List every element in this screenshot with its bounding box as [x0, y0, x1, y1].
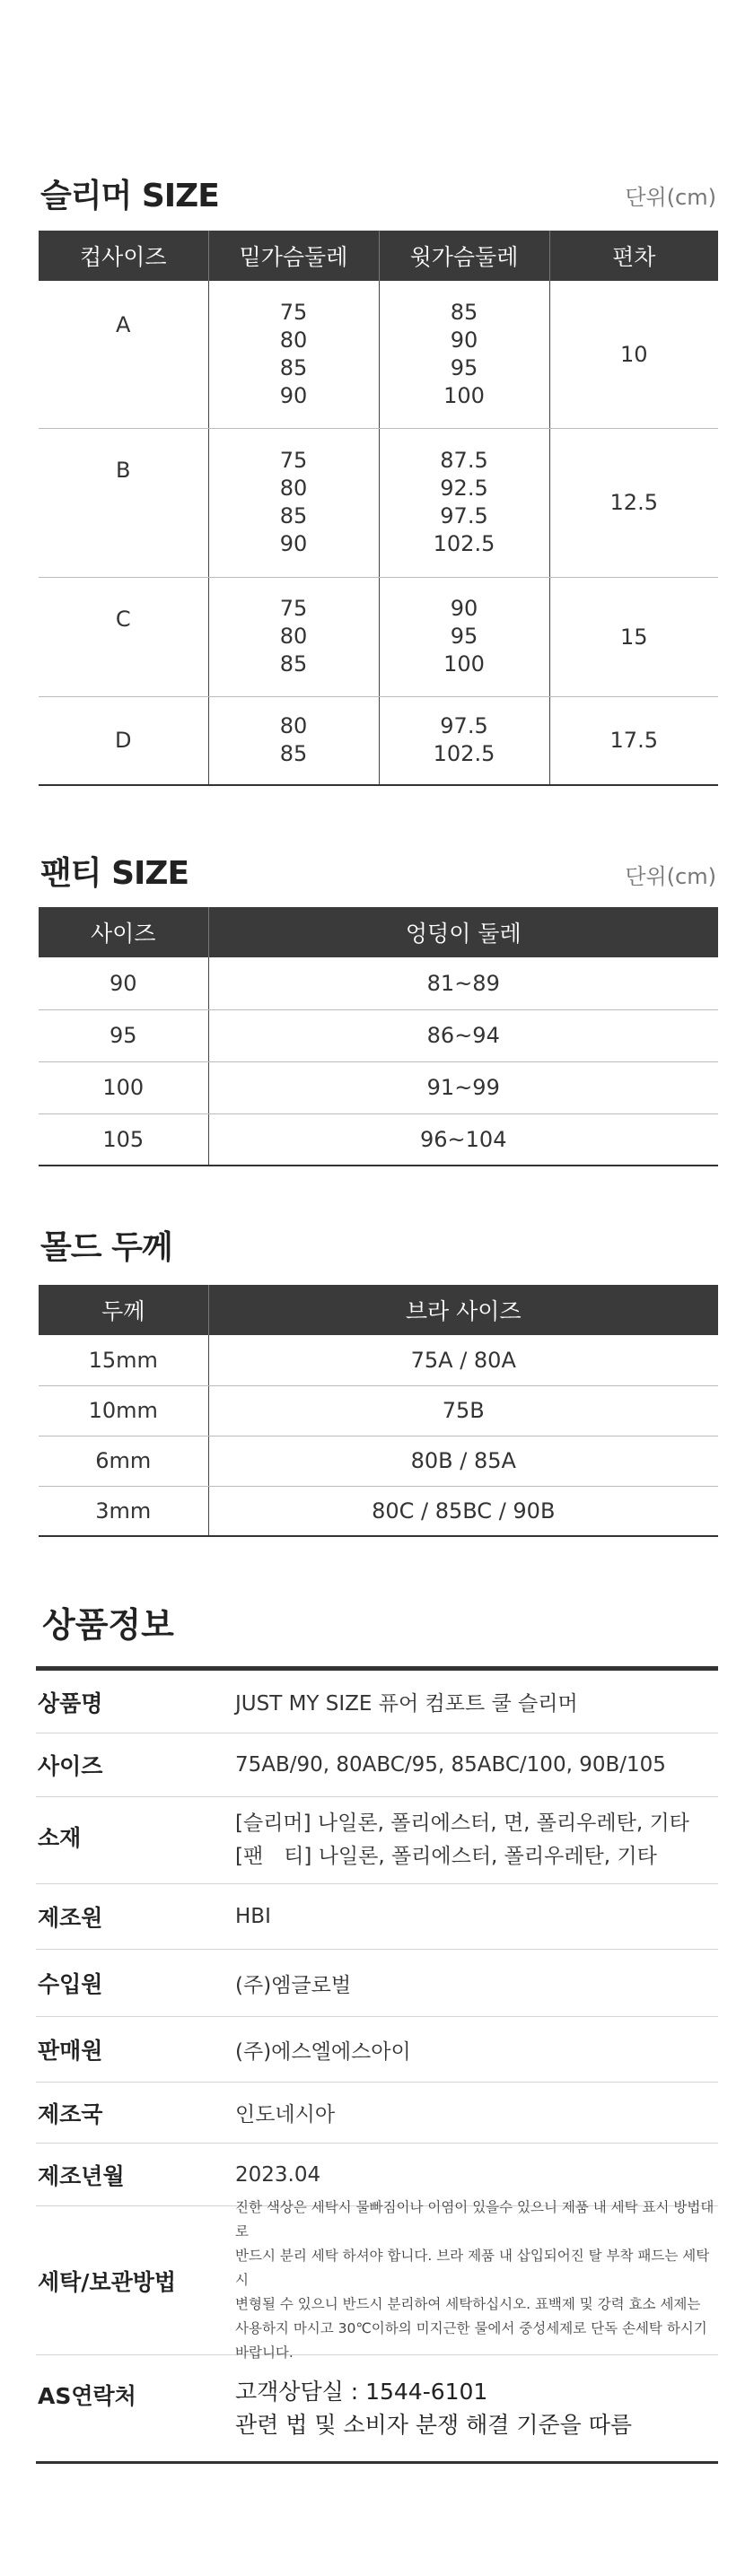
bra-size-cell: 75A / 80A [208, 1335, 718, 1385]
cup-size-value: A [116, 312, 131, 337]
over-bust-value: 97.5 [440, 713, 488, 739]
over-bust-value: 100 [443, 382, 485, 408]
info-row-care [36, 2199, 718, 2361]
column-header-under-bust: 밑가슴둘레 [208, 231, 379, 281]
under-bust-value: 80 [279, 713, 308, 739]
over-bust-value: 95 [450, 354, 478, 380]
info-key: 사이즈 [38, 1753, 103, 1779]
info-value-line: 반드시 분리 세탁 하셔야 합니다. 브라 제품 내 삽입되어진 탈 부착 패드는 세탁시 [235, 2248, 710, 2288]
panty-size-cell: 105 [39, 1113, 208, 1166]
info-row-importer [36, 1950, 718, 2017]
panty-size-cell: 100 [39, 1061, 208, 1113]
info-value-line: 진한 색상은 세탁시 물빠짐이나 이염이 있을수 있으니 제품 내 세탁 표시 방법대로 [235, 2199, 715, 2240]
info-row-country [36, 2083, 718, 2144]
column-header-hip: 엉덩이 둘레 [208, 907, 718, 957]
table-row [39, 1061, 718, 1113]
table-row [39, 428, 718, 577]
under-bust-value: 80 [279, 327, 308, 353]
info-value [235, 1884, 718, 1949]
info-value [235, 2083, 718, 2143]
info-value [235, 1797, 718, 1883]
info-value-line: 바랍니다. [235, 2345, 294, 2361]
info-value [235, 1671, 718, 1733]
info-row-seller [36, 2017, 718, 2083]
over-bust-value: 102.5 [433, 531, 495, 556]
info-key: 상품명 [38, 1690, 103, 1716]
slimmer-unit-label: 단위(cm) [625, 185, 716, 210]
hip-cell: 86~94 [208, 1009, 718, 1061]
over-bust-value: 85 [450, 299, 478, 325]
bra-size-cell: 80C / 85BC / 90B [208, 1486, 718, 1536]
table-row [39, 696, 718, 785]
info-row-as-contact [36, 2355, 718, 2461]
info-value-line: 인도네시아 [235, 2103, 336, 2126]
under-bust-cell [208, 577, 379, 696]
info-key: 제조년월 [38, 2162, 125, 2189]
over-bust-value: 100 [443, 651, 485, 677]
column-header-cup: 컵사이즈 [39, 231, 208, 281]
table-row [39, 1436, 718, 1486]
info-value-line: HBI [235, 1905, 271, 1928]
panty-size-title: 팬티 SIZE [40, 855, 189, 892]
column-header-difference: 편차 [549, 231, 718, 281]
panty-size-cell: 90 [39, 957, 208, 1009]
info-key: 세탁/보관방법 [38, 2268, 177, 2295]
under-bust-value: 85 [279, 503, 308, 528]
info-value-line: 75AB/90, 80ABC/95, 85ABC/100, 90B/105 [235, 1753, 666, 1777]
info-key: 제조원 [38, 1905, 103, 1931]
table-row [39, 1113, 718, 1166]
info-value [235, 2017, 718, 2082]
under-bust-value: 85 [279, 354, 308, 380]
mold-thickness-title: 몰드 두께 [40, 1229, 172, 1266]
cup-size-value: B [116, 457, 131, 483]
under-bust-cell [208, 696, 379, 785]
column-header-thickness: 두께 [39, 1285, 208, 1335]
under-bust-cell [208, 428, 379, 577]
table-row [39, 281, 718, 428]
slimmer-size-table [39, 231, 718, 786]
info-key: 제조국 [38, 2100, 103, 2127]
under-bust-value: 85 [279, 741, 308, 767]
over-bust-value: 95 [450, 624, 478, 649]
mold-thickness-table [39, 1285, 718, 1537]
info-key: AS연락처 [38, 2383, 136, 2409]
difference-cell: 15 [549, 577, 718, 696]
under-bust-value: 90 [279, 531, 308, 556]
slimmer-size-title: 슬리머 SIZE [40, 178, 219, 214]
thickness-cell: 10mm [39, 1385, 208, 1436]
info-value [235, 1733, 718, 1796]
over-bust-value: 102.5 [433, 741, 495, 767]
difference-cell: 12.5 [549, 428, 718, 577]
bra-size-cell: 75B [208, 1385, 718, 1436]
over-bust-value: 92.5 [440, 476, 488, 501]
under-bust-cell [208, 281, 379, 428]
table-header-row [39, 1285, 718, 1335]
cup-size-cell [39, 428, 208, 577]
hip-cell: 81~89 [208, 957, 718, 1009]
info-value-line: JUST MY SIZE 퓨어 컴포트 쿨 슬리머 [235, 1692, 578, 1716]
over-bust-cell [379, 696, 549, 785]
under-bust-value: 75 [279, 596, 308, 621]
info-value-line: [슬리머] 나일론, 폴리에스터, 면, 폴리우레탄, 기타 [235, 1812, 689, 1835]
thickness-cell: 6mm [39, 1436, 208, 1486]
difference-cell: 10 [549, 281, 718, 428]
over-bust-cell [379, 428, 549, 577]
panty-unit-label: 단위(cm) [625, 864, 716, 889]
under-bust-value: 80 [279, 476, 308, 501]
over-bust-value: 90 [450, 327, 478, 353]
info-value-line: 변형될 수 있으니 반드시 분리하여 세탁하십시오. 표백제 및 강력 효소 세제는 [235, 2296, 701, 2312]
info-value-line: [팬 티] 나일론, 폴리에스터, 폴리우레탄, 기타 [235, 1845, 657, 1868]
under-bust-value: 90 [279, 382, 308, 408]
info-value-line: 2023.04 [235, 2162, 321, 2187]
info-value-line: 사용하지 마시고 30℃이하의 미지근한 물에서 중성세제로 단독 손세탁 하시기 [235, 2320, 707, 2336]
column-header-bra-size: 브라 사이즈 [208, 1285, 718, 1335]
table-row [39, 1486, 718, 1536]
table-row [39, 1335, 718, 1385]
panty-size-table [39, 907, 718, 1166]
info-value [235, 2355, 718, 2461]
over-bust-value: 90 [450, 596, 478, 621]
column-header-size: 사이즈 [39, 907, 208, 957]
table-row [39, 577, 718, 696]
column-header-over-bust: 윗가슴둘레 [379, 231, 549, 281]
info-value [235, 2199, 718, 2361]
under-bust-value: 80 [279, 624, 308, 649]
info-key: 판매원 [38, 2038, 103, 2064]
under-bust-value: 75 [279, 448, 308, 473]
table-header-row [39, 907, 718, 957]
info-value-line: (주)엠글로벌 [235, 1973, 352, 1997]
info-row-material [36, 1797, 718, 1884]
info-row-manufacturer [36, 1884, 718, 1950]
table-row [39, 1385, 718, 1436]
under-bust-value: 85 [279, 651, 308, 677]
hip-cell: 96~104 [208, 1113, 718, 1166]
cup-size-cell: D [39, 696, 208, 785]
cup-size-cell [39, 577, 208, 696]
info-key: 수입원 [38, 1971, 103, 1997]
thickness-cell: 15mm [39, 1335, 208, 1385]
info-value-line: 관련 법 및 소비자 분쟁 해결 기준을 따름 [235, 2412, 633, 2438]
over-bust-value: 87.5 [440, 448, 488, 473]
bra-size-cell: 80B / 85A [208, 1436, 718, 1486]
over-bust-cell [379, 281, 549, 428]
table-row [39, 957, 718, 1009]
product-info-table [36, 1666, 718, 2464]
info-value [235, 1950, 718, 2016]
cup-size-cell [39, 281, 208, 428]
over-bust-value: 97.5 [440, 503, 488, 528]
table-header-row [39, 231, 718, 281]
hip-cell: 91~99 [208, 1061, 718, 1113]
product-info-title: 상품정보 [42, 1605, 174, 1645]
cup-size-value: C [115, 606, 131, 632]
info-value-line: (주)에스엘에스아이 [235, 2039, 411, 2064]
difference-cell: 17.5 [549, 696, 718, 785]
under-bust-value: 75 [279, 299, 308, 325]
info-value-line: 고객상담실 : 1544-6101 [235, 2379, 488, 2405]
panty-size-cell: 95 [39, 1009, 208, 1061]
info-key: 소재 [38, 1825, 82, 1851]
info-row-size [36, 1733, 718, 1797]
thickness-cell: 3mm [39, 1486, 208, 1536]
table-row [39, 1009, 718, 1061]
over-bust-cell [379, 577, 549, 696]
info-row-product-name [36, 1671, 718, 1733]
